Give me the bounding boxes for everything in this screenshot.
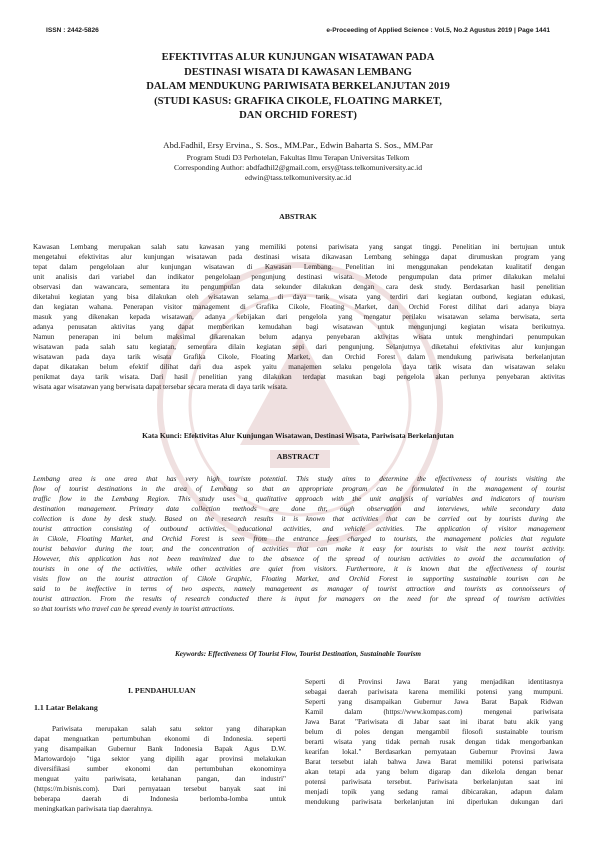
body-line: Seperti di Provinsi Jawa Barat yang menjadikan identitasnya (305, 678, 563, 686)
abstrak-line: tepat dalam pengelolaan alur kunjungan wisatawan di Kawasan Lembang. Penelitian ini menggunakan pendekatan kualitatif dengan (33, 263, 565, 272)
abstract-line: collection is done by desk study. Based on the research results it is known that activities that can be carried out by tourists during the (33, 515, 565, 524)
abstrak-line: mengetahui efektivitas alur kunjungan wisatawan pada destinasi wisata dikawasan Lembang sehingga dapat dirumuskan program yang (33, 253, 565, 262)
running-header (46, 27, 550, 37)
body-line: Pariwisata merupakan salah satu sektor yang diharapkan (52, 725, 286, 733)
body-line: yang disampaikan Gubernur Bank Indonesia Bapak Agus D.W. (34, 745, 286, 753)
abstract-line: tourist behavior during the tour, and the concentration of activities that can make it easy for tourists to visit the next tourist activity. (33, 545, 565, 554)
title-line: EFEKTIVITAS ALUR KUNJUNGAN WISATAWAN PADA (161, 52, 435, 63)
body-line: beberapa daerah di Indonesia berlomba-lomba untuk (34, 795, 286, 803)
body-line: Martowardojo "tiga sektor yang dipilih agar provinsi melakukan (34, 755, 286, 763)
abstract-line: tourists in one of the activities, while other activities are quiet from visitors. Furthermore, it is known that the effectiveness of tourist (33, 565, 565, 574)
abstract-line: traffic flow in the Lembang Region. This study uses a qualitative approach with the unit analysis of variables and indicators of tourism (33, 495, 565, 504)
body-line: potensi pariwisata tersebut. Pariwisata berkelanjutan saat ini (305, 778, 563, 786)
body-line: menjadi topik yang sedang ramai dibicarakan, adapun dalam (305, 788, 563, 796)
author-list: Abd.Fadhil, Ersy Ervina., S. Sos., MM.Par., Edwin Baharta S. Sos., MM.Par (163, 140, 433, 150)
abstract-body (33, 474, 565, 614)
title-line: DAN ORCHID FOREST) (239, 110, 357, 122)
abstrak-line: wisatawan pada salah satu kegiatan, sementara dilain kegiatan sepi dari pengunjung. Selanjutnya diketahui efektivitas alur kunjungan (33, 343, 565, 352)
body-line: akan tetapi ada yang belum digarap dan dikelola dengan benar (305, 768, 563, 776)
body-line: dapat menguatkan pertumbuhan ekonomi di Indonesia. seperti (34, 735, 286, 743)
abstrak-line: Kawasan Lembang merupakan salah satu kawasan yang memiliki potensi pariwisata yang sangat tinggi. Penelitian ini bertujuan untuk (33, 243, 565, 251)
abstrak-line: adanya penusatan aktivitas yang dapat memberikan kemudahan bagi wisatawan untuk mengunjungi kegiatan wisata berikutnya. (33, 323, 565, 332)
body-line: berarti wisata yang tidak pernah rusak dengan tidak mengorbankan (305, 738, 563, 746)
keywords: Keywords: Effectiveness Of Tourist Flow, Tourist Destination, Sustainable Tourism (174, 650, 421, 658)
abstrak-line: masuk yang dikenakan kepada wisatawan, adanya kebijakan dari pengelola yang mengatur perilaku wisatawan selama berwisata, serta (33, 313, 565, 322)
body-line: Barat tersebut ialah bahwa Jawa Barat memiliki potensi pariwisata (305, 758, 563, 766)
abstract-line: Lembang area is one area that has very high tourism potential. This study aims to determine the effectiveness of tourists visiting the (33, 475, 565, 483)
section-heading: I. PENDAHULUAN (128, 686, 196, 695)
kata-kunci: Kata Kunci: Efektivitas Alur Kunjungan Wisatawan, Destinasi Wisata, Pariwisata Berkelanjutan (142, 431, 454, 440)
body-line: sebagai daerah pariwisata karena memiliki potensi yang mumpuni. (305, 688, 563, 696)
abstrak-body (33, 242, 565, 392)
abstrak-line: dan kegiatan wahana. Penerapan visitor management di Grafika Cikole, Floating Market, dan Orchid Forest dilihat dari adanya biaya (33, 303, 565, 312)
subsection-heading: 1.1 Latar Belakang (34, 703, 98, 712)
abstract-line: flow of tourist destinations in the area of Lembang so that an appropriate program can be formulated in the management of tourist (33, 485, 565, 494)
abstract-line: said to be ineffective in terms of two aspects, namely management as manager of tourist attraction and tourists as connoisseurs of (33, 585, 565, 594)
affiliation-line: Corresponding Author: abdfadhil2@gmail.com, ersy@tass.telkomuniversity.ac.id (173, 162, 422, 172)
abstrak-line: Namun penerapan ini belum maksimal dikarenakan belum adanya penyebaran aktivitas wisata untuk menghindari penumpukan (33, 333, 565, 342)
abstrak-line: penikmat daya tarik wisata. Dari hasil penelitian yang dilakukan terdapat masukan bagi pengelola akan perlunya penyebaran aktivitas (33, 373, 565, 382)
title-line: (STUDI KASUS: GRAFIKA CIKOLE, FLOATING MARKET, (154, 95, 442, 107)
abstract-line: in Cikole, Floating Market, and Orchid Forest is seen from the entrance fees charged to tourists, the management policies that regulate (33, 535, 565, 544)
body-line: diversifikasi sumber ekonomi dan pertumbuhan ekonominya (34, 765, 286, 773)
abstract-line: destination management. Primary data collection methods are done thr, ough observation and interviews, while secondary data (33, 505, 565, 514)
affiliation-line: edwin@tass.telkomuniversity.ac.id (244, 172, 352, 182)
body-line: Seperti yang disampaikan Gubernur Jawa Barat Bapak Ridwan (305, 698, 563, 706)
abstrak-line: unit analisis dari variabel dan indikator pengelolaan pengunjung destinasi wisata. Metode pengumpulan data primer dilakukan melalui (33, 273, 565, 282)
journal-page-label: e-Proceeding of Applied Science : Vol.5, No.2 Agustus 2019 | Page 1441 (326, 27, 550, 34)
abstract-line: so that tourists who travel can be spread evenly in tourist attractions. (33, 605, 235, 614)
title-line: DALAM MENDUKUNG PARIWISATA BERKELANJUTAN 2019 (146, 81, 450, 93)
affiliation (40, 153, 556, 182)
body-line: Jawa Barat "Pariwisata di Jabar saat ini ibarat batu akik yang (305, 718, 563, 726)
body-right-column (305, 677, 563, 807)
title-line: DESTINASI WISATA DI KAWASAN LEMBANG (184, 66, 412, 78)
issn-label: ISSN : 2442-5826 (46, 27, 99, 34)
affiliation-line: Program Studi D3 Perhotelan, Fakultas Ilmu Terapan Universitas Telkom (186, 153, 410, 162)
abstract-line: tourist attraction. From the results of research conducted there is input for managers on the need for the spread of tourism activities (33, 595, 565, 604)
abstrak-line: wisata agar wisatawan yang berwisata dapat tersebar secara merata di daya tarik wisata. (33, 383, 288, 392)
body-line: belum di poles dengan mengambil filosofi sustainable tourism (305, 728, 563, 736)
body-line: mendukung pariwisata berkelanjutan ini diperlukan dukungan dari (305, 798, 563, 806)
abstract-line: tourist attraction consisting of outbound activities, educational activities, and vehicle activities. The application of visitor management (33, 525, 565, 534)
body-line: menguat yaitu pariwisata, ketahanan pangan, dan industri" (34, 775, 286, 783)
body-line: Kamil dalam (https://www.kompas.com) mengenai pariwisata (305, 708, 563, 716)
abstrak-line: observasi dan wawancara, sementara itu pengumpulan data sekunder dilakukan dengan cara desk study. Berdasarkan hasil penelitian (33, 283, 565, 292)
abstract-line: visits flow on the tourist attraction of Cikole Graphic, Floating Market, and Orchid Forest in supporting sustainable tourism can be (33, 575, 565, 584)
body-line: kearifan lokal." Berdasarkan pernyataan Gubernur Provinsi Jawa (305, 748, 563, 756)
abstrak-line: wisatawan pada daya tarik wisata Grafika Cikole, Floating Market, dan Orchid Forest dalam mendukung pariwisata berkelanjutan (33, 353, 565, 362)
abstrak-line: diketahui kegiatan yang bisa dilakukan oleh wisatawan selama di daya tarik wisata yang terdiri dari kegiatan outbond, kegiatan edukasi, (33, 293, 565, 302)
body-line: meningkatkan pariwisata tiap daerahnya. (34, 805, 153, 813)
body-left-column (34, 724, 286, 814)
body-line: (https://m.bisnis.com). Dari pernyataan tersebut banyak saat ini (34, 785, 286, 793)
abstract-line: However, this application has not been maximized due to the absence of the spread of tourism activities to avoid the accumulation of (33, 555, 565, 564)
abstrak-line: dapat dikatakan belum efektif dilihat dari dua aspek yaitu manajemen selaku pengelola daya tarik wisata dan wisatawan selaku (33, 363, 565, 372)
abstrak-heading: ABSTRAK (279, 212, 317, 221)
paper-title (40, 51, 556, 124)
abstract-heading: ABSTRACT (276, 452, 320, 461)
